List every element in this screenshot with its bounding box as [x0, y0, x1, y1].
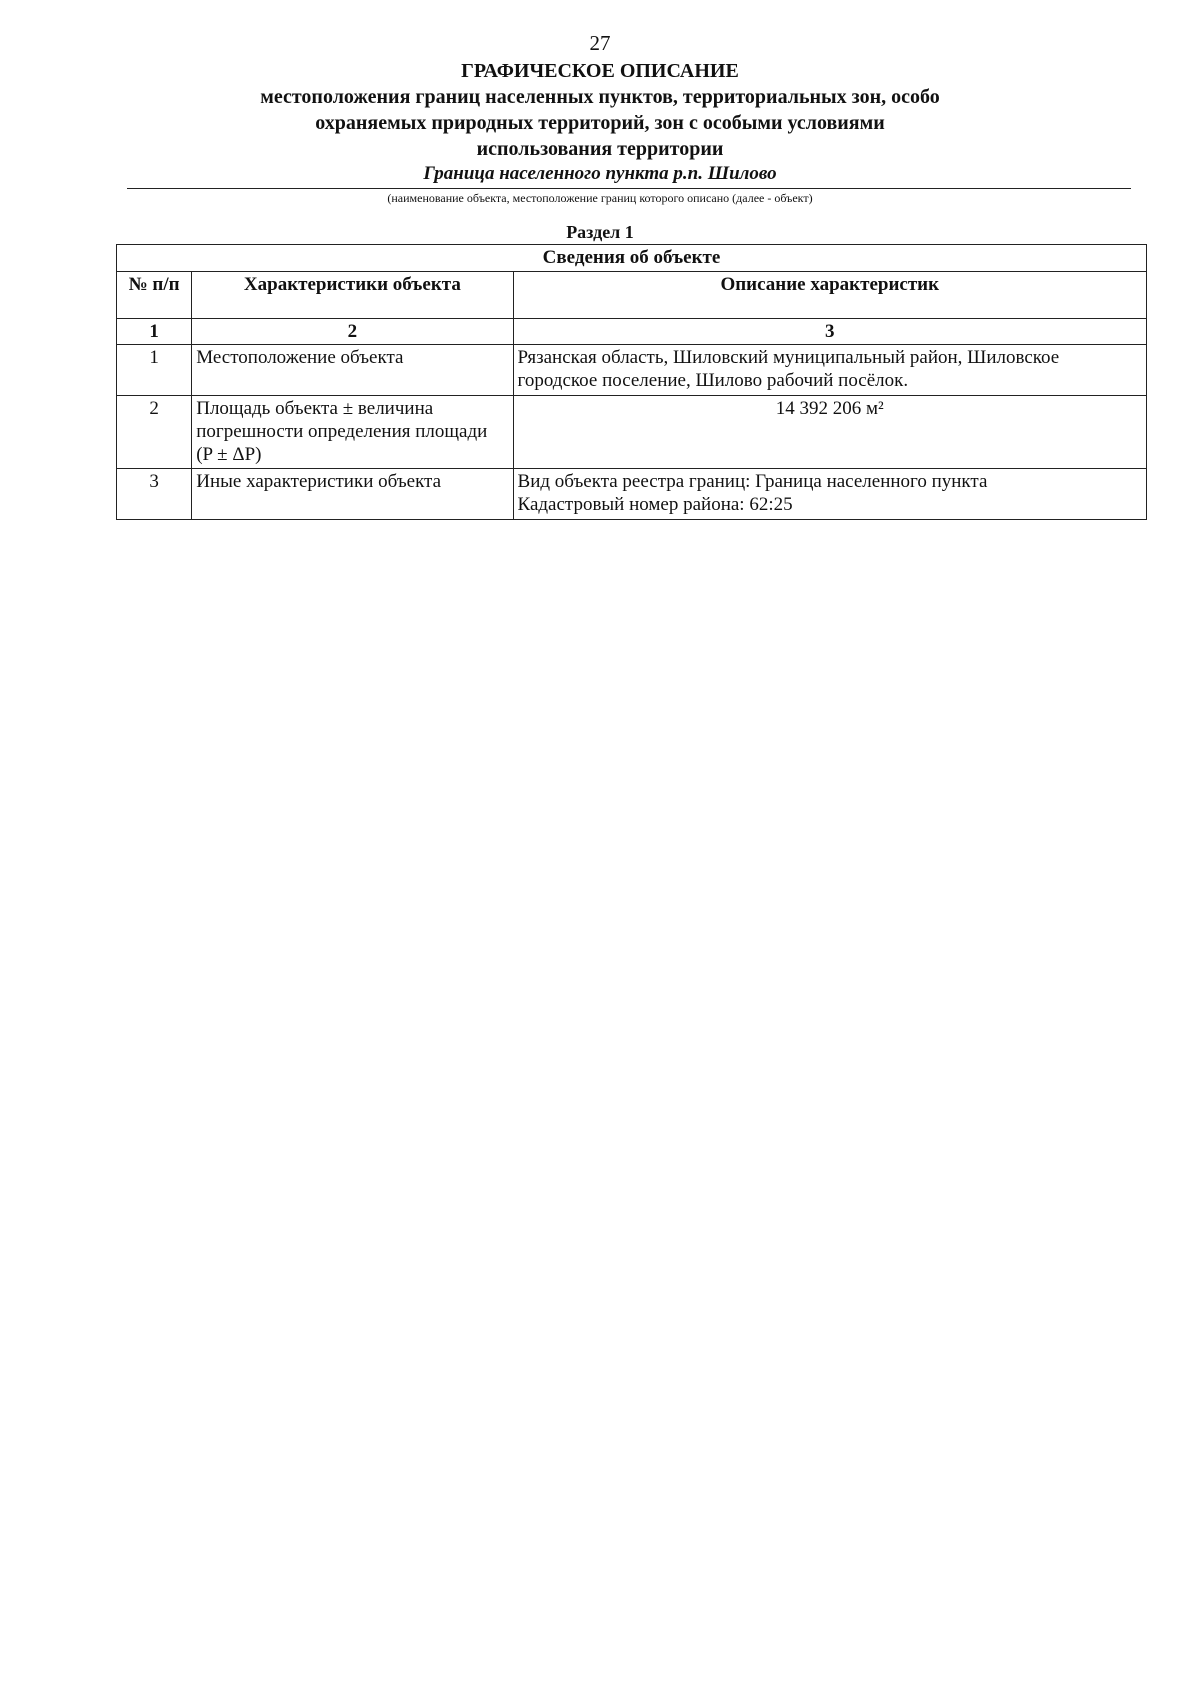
row-characteristic: Иные характеристики объекта [192, 469, 513, 520]
row-characteristic: Площадь объекта ± величина погрешности определения площади (P ± ΔP) [192, 396, 513, 469]
row-number: 1 [117, 345, 192, 396]
document-title: ГРАФИЧЕСКОЕ ОПИСАНИЕ [461, 60, 739, 82]
row-description: Рязанская область, Шиловский муниципальный район, Шиловское городское поселение, Шилово рабочий посёлок. [513, 345, 1146, 396]
table-row [117, 345, 1147, 396]
row-number: 3 [117, 469, 192, 520]
table-row [117, 396, 1147, 469]
header-number: № п/п [117, 272, 192, 319]
table-caption-row [117, 245, 1147, 272]
object-info-table [116, 244, 1147, 520]
section-title: Раздел 1 [566, 222, 634, 242]
page-number: 27 [589, 31, 611, 55]
object-name-underline [127, 188, 1131, 189]
table-caption: Сведения об объекте [117, 245, 1147, 272]
column-number-1: 1 [117, 319, 192, 345]
row-number: 2 [117, 396, 192, 469]
document-subtitle: местоположения границ населенных пунктов, территориальных зон, особо охраняемых природных территорий, зон с особыми условиями использования территории [260, 86, 940, 160]
row-characteristic: Местоположение объекта [192, 345, 513, 396]
header-characteristic: Характеристики объекта [192, 272, 513, 319]
column-number-3: 3 [513, 319, 1146, 345]
column-number-row [117, 319, 1147, 345]
table-header-row [117, 272, 1147, 319]
row-description-area: 14 392 206 м² [513, 396, 1146, 469]
table-row [117, 469, 1147, 520]
object-name: Граница населенного пункта р.п. Шилово [423, 163, 777, 184]
row-description [513, 469, 1146, 520]
object-name-caption: (наименование объекта, местоположение границ которого описано (далее - объект) [387, 191, 813, 205]
description-line-cadastral-number: Кадастровый номер района: 62:25 [517, 494, 793, 515]
description-line-object-type: Вид объекта реестра границ: Граница населенного пункта [517, 471, 988, 492]
column-number-2: 2 [192, 319, 513, 345]
header-description: Описание характеристик [513, 272, 1146, 319]
